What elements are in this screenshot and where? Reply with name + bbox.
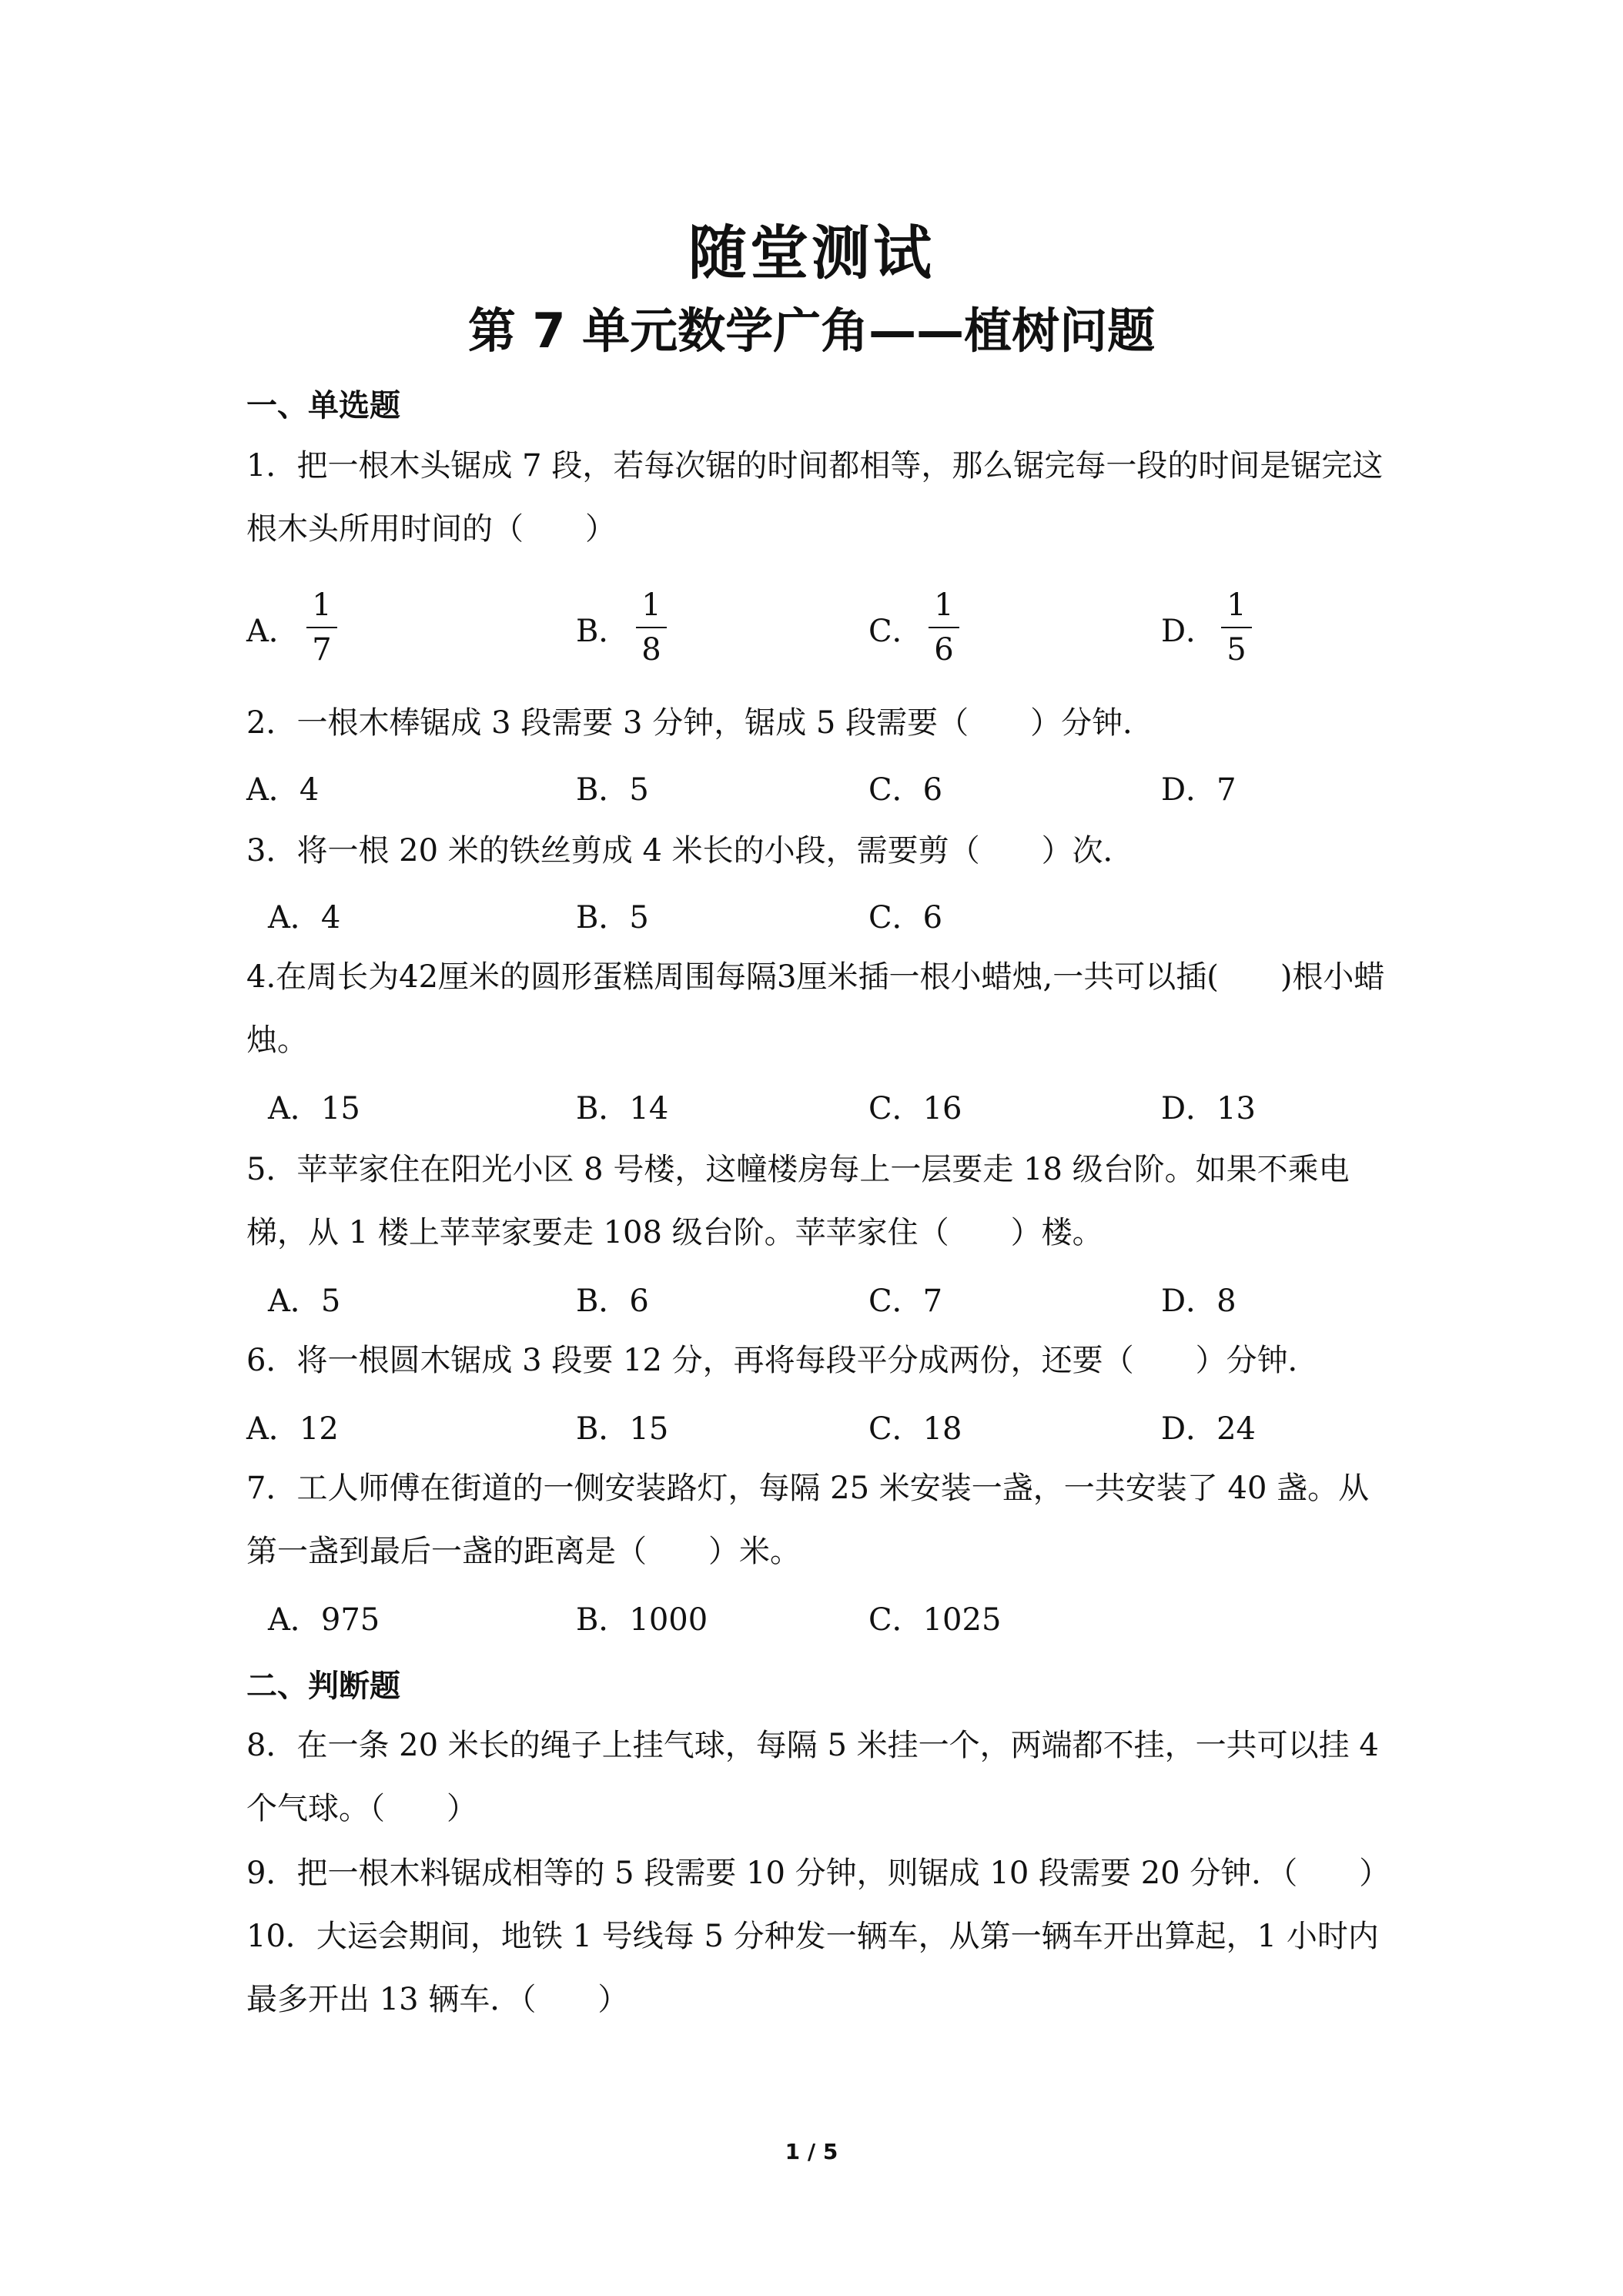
fraction bbox=[306, 585, 337, 670]
option-c[interactable]: C．7 bbox=[868, 1284, 943, 1319]
question-4-options bbox=[246, 1084, 1386, 1130]
option-c[interactable]: C．6 bbox=[868, 900, 943, 935]
option-d[interactable]: D．7 bbox=[1161, 772, 1236, 808]
option-label: A． bbox=[246, 614, 300, 649]
numerator: 1 bbox=[1226, 587, 1247, 623]
question-7-options bbox=[246, 1595, 1386, 1642]
fraction-bar bbox=[306, 627, 337, 628]
fraction bbox=[636, 585, 667, 670]
section-heading-single-choice: 一、单选题 bbox=[246, 388, 400, 423]
denominator: 6 bbox=[934, 632, 954, 668]
numerator: 1 bbox=[641, 587, 661, 623]
question-10: 10．大运会期间，地铁 1 号线每 5 分种发一辆车，从第一辆车开出算起，1 小时内最多开出 13 辆车．（ ） bbox=[246, 1919, 1379, 2017]
option-a[interactable]: A．4 bbox=[246, 772, 320, 808]
fraction bbox=[929, 585, 959, 670]
denominator: 5 bbox=[1226, 632, 1247, 668]
option-d[interactable]: D．8 bbox=[1161, 1284, 1236, 1319]
question-1-options bbox=[246, 585, 1386, 678]
option-a[interactable]: A．15 bbox=[268, 1091, 360, 1126]
numerator: 1 bbox=[312, 587, 332, 623]
option-c[interactable]: C．1025 bbox=[868, 1602, 1002, 1638]
fraction-bar bbox=[1221, 627, 1252, 628]
question-7: 7．工人师傅在街道的一侧安装路灯，每隔 25 米安装一盏，一共安装了 40 盏。从第一盏到最后一盏的距离是（ ）米。 bbox=[246, 1471, 1370, 1569]
option-b[interactable]: B．5 bbox=[576, 772, 649, 808]
question-3-options bbox=[246, 893, 1386, 939]
option-label: B． bbox=[576, 614, 630, 649]
denominator: 8 bbox=[641, 632, 661, 668]
option-b[interactable]: B．6 bbox=[576, 1284, 649, 1319]
option-b[interactable]: B．5 bbox=[576, 900, 649, 935]
question-5-options bbox=[246, 1277, 1386, 1323]
question-6-options bbox=[246, 1404, 1386, 1451]
option-d[interactable]: D．13 bbox=[1161, 1091, 1256, 1126]
option-label: D． bbox=[1161, 614, 1217, 649]
section-heading-true-false: 二、判断题 bbox=[246, 1668, 400, 1704]
option-d[interactable]: D．24 bbox=[1161, 1411, 1256, 1447]
option-b[interactable]: B．1000 bbox=[576, 1602, 708, 1638]
question-3: 3．将一根 20 米的铁丝剪成 4 米长的小段，需要剪（ ）次． bbox=[246, 833, 1134, 869]
question-1: 1．把一根木头锯成 7 段，若每次锯的时间都相等，那么锯完每一段的时间是锯完这根木头所用时间的（ ） bbox=[246, 448, 1384, 547]
page-number: 1 / 5 bbox=[785, 2139, 838, 2164]
option-c[interactable]: C．16 bbox=[868, 1091, 962, 1126]
question-2-options bbox=[246, 765, 1386, 812]
numerator: 1 bbox=[934, 587, 954, 623]
fraction-bar bbox=[929, 627, 959, 628]
page-subtitle: 第 7 单元数学广角——植树问题 bbox=[467, 303, 1156, 359]
option-b[interactable]: B．15 bbox=[576, 1411, 669, 1447]
option-a[interactable]: A．5 bbox=[268, 1284, 341, 1319]
question-2: 2．一根木棒锯成 3 段需要 3 分钟，锯成 5 段需要（ ）分钟． bbox=[246, 705, 1154, 741]
fraction-bar bbox=[636, 627, 667, 628]
option-c[interactable]: C．6 bbox=[868, 772, 943, 808]
question-6: 6．将一根圆木锯成 3 段要 12 分，再将每段平分成两份，还要（ ）分钟． bbox=[246, 1343, 1319, 1378]
option-a[interactable]: A．975 bbox=[268, 1602, 380, 1638]
option-a[interactable]: A．12 bbox=[246, 1411, 339, 1447]
question-9: 9．把一根木料锯成相等的 5 段需要 10 分钟，则锯成 10 段需要 20 分钟．（ ） bbox=[246, 1856, 1390, 1891]
question-5: 5．苹苹家住在阳光小区 8 号楼，这幢楼房每上一层要走 18 级台阶。如果不乘电梯，从 1 楼上苹苹家要走 108 级台阶。苹苹家住（ ）楼。 bbox=[246, 1152, 1350, 1250]
denominator: 7 bbox=[312, 632, 332, 668]
option-c[interactable]: C．18 bbox=[868, 1411, 962, 1447]
option-a[interactable]: A．4 bbox=[268, 900, 341, 935]
page-title: 随堂测试 bbox=[688, 219, 935, 287]
question-8: 8．在一条 20 米长的绳子上挂气球，每隔 5 米挂一个，两端都不挂，一共可以挂 4 个气球。（ ） bbox=[246, 1728, 1379, 1826]
option-b[interactable]: B．14 bbox=[576, 1091, 669, 1126]
question-4: 4.在周长为42厘米的圆形蛋糕周围每隔3厘米插一根小蜡烛,一共可以插( )根小蜡烛。 bbox=[246, 959, 1385, 1058]
option-label: C． bbox=[868, 614, 923, 649]
fraction bbox=[1221, 585, 1252, 670]
